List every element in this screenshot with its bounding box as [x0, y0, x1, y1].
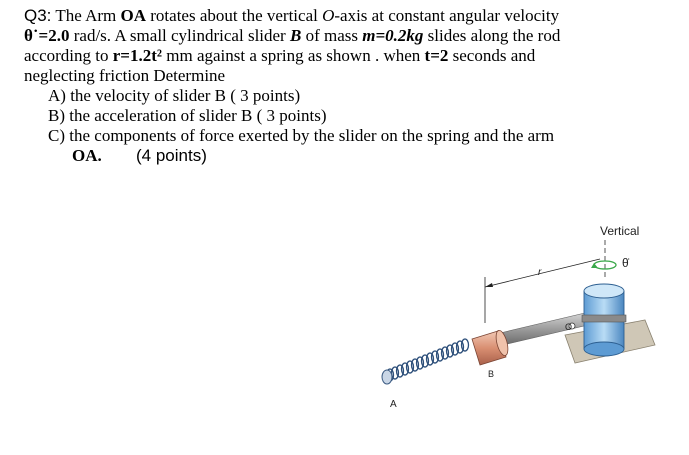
- item-c-continuation: OA. (4 points): [72, 146, 207, 165]
- question-line-1: Q3: The Arm OA rotates about the vertical O-axis at constant angular velocity: [24, 6, 560, 25]
- hub-collar: [582, 315, 626, 322]
- mass-value: m=0.2kg: [362, 26, 424, 45]
- question-line-4: neglecting friction Determine: [24, 66, 226, 85]
- label-r: r: [538, 267, 542, 278]
- r-equation: r=1.2t²: [112, 46, 162, 65]
- label-o: O: [565, 322, 573, 332]
- label-theta-dot: θ̇: [622, 256, 629, 270]
- rod-end-cap: [382, 370, 392, 384]
- r-arrowhead-icon: [485, 283, 493, 287]
- item-b: B) the acceleration of slider B ( 3 points): [48, 106, 327, 125]
- label-vertical: Vertical: [600, 224, 640, 238]
- angular-velocity: θ˙=2.0: [24, 26, 70, 45]
- hub-top: [584, 284, 624, 298]
- item-a: A) the velocity of slider B ( 3 points): [48, 86, 301, 105]
- question-line-2: θ˙=2.0 rad/s. A small cylindrical slider B of mass m=0.2kg slides along the rod: [24, 26, 561, 45]
- rotating-arm-figure: [360, 215, 660, 425]
- question-text: [24, 6, 654, 166]
- question-line-3: according to r=1.2t² mm against a spring as shown . when t=2 seconds and: [24, 46, 536, 65]
- item-c-points: (4 points): [136, 146, 207, 165]
- label-b: B: [488, 369, 495, 379]
- question-items: [48, 86, 654, 166]
- question-label: Q3:: [24, 6, 52, 25]
- r-dimension-line: [485, 259, 600, 287]
- item-c: C) the components of force exerted by the slider on the spring and the arm: [48, 126, 555, 145]
- spring: [387, 339, 469, 381]
- label-a: A: [390, 399, 397, 410]
- rotation-arrowhead-icon: [591, 263, 598, 268]
- hub-bottom: [584, 342, 624, 356]
